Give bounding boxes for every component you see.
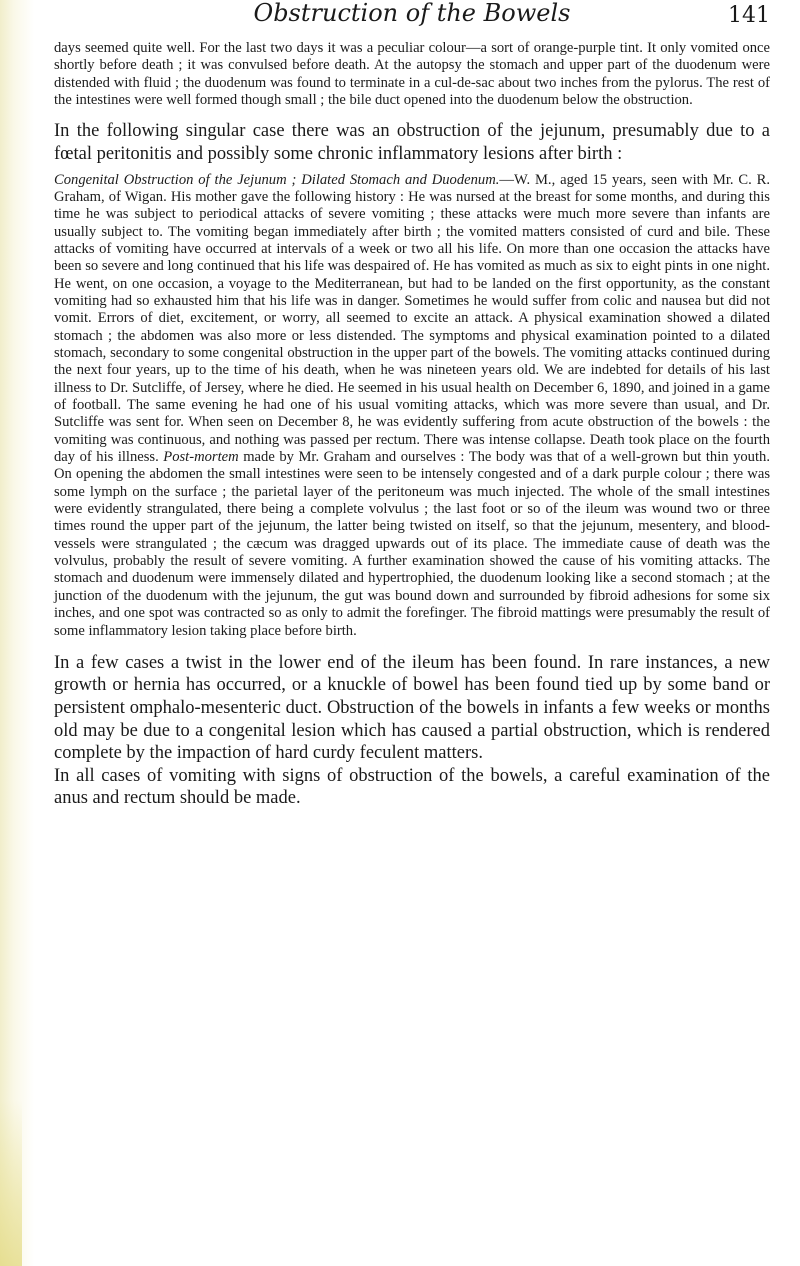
- running-title: Obstruction of the Bowels: [253, 0, 571, 27]
- page-header: [52, 0, 772, 30]
- case-history: —W. M., aged 15 years, seen with Mr. C. R. Graham, of Wigan. His mother gave the following history : He was nursed at the breast for some months, and during this time he was subject to periodical attacks of severe vomiting ; these attacks were much more severe than infants are usually subject to. The vomiting began immediately after birth ; the vomited matters consisted of curd and bile. These attacks of vomiting have occurred at intervals of a week or two all his life. On more than one occasion the attacks have been so severe and long continued that his life was despaired of. He has vomited as much as six to eight pints in one night. He went, on one occasion, a voyage to the Mediterranean, but had to be landed on the first opportunity, as the constant vomiting had so exhausted him that his life was in danger. Sometimes he would suffer from colic and nausea but did not vomit. Errors of diet, excitement, or worry, all seemed to excite an attack. A physical examination showed a dilated stomach ; the abdomen was also more or less distended. The symptoms and physical examination pointed to a dilated stomach, secondary to some congenital obstruction in the upper part of the bowels. The vomiting attacks continued during the next four years, up to the time of his death, when he was nineteen years old. We are indebted for details of his last illness to Dr. Sutcliffe, of Jersey, where he died. He seemed in his usual health on December 6, 1890, and joined in a game of football. The same evening he had one of his usual vomiting attacks, which was more severe than usual, and Dr. Sutcliffe was sent for. When seen on December 8, he was evidently suffering from acute obstruction of the bowels : the vomiting was continuous, and nothing was passed per rectum. There was intense collapse. Death took place on the fourth day of his illness.: [54, 171, 771, 466]
- paragraph-other-causes: In a few cases a twist in the lower end of the ileum has been found. In rare instances, a new growth or hernia has occurred, or a knuckle of bowel has been found tied up by some band or persistent omphalo-mesenteric duct. Obstruction of the bowels in infants a few weeks or months old may be due to a congenital lesion which has caused a partial obstruction, which is rendered complete by the impaction of hard curdy feculent matters.: [54, 652, 770, 764]
- post-mortem-label: Post-mortem: [163, 449, 239, 466]
- page-body: [54, 40, 770, 810]
- paragraph-case-continuation: days seemed quite well. For the last two days it was a peculiar colour—a sort of orange-purple tint. It only vomited once shortly before death ; it was convulsed before death. At the autopsy the stomach and upper part of the duodenum were distended with fluid ; the duodenum was found to terminate in a cul-de-sac about two inches from the pylorus. The rest of the intestines were well formed though small ; the bile duct opened into the duodenum below the obstruction.: [54, 40, 770, 109]
- page-number: 141: [728, 3, 770, 28]
- post-mortem-findings: made by Mr. Graham and ourselves : The body was that of a well-grown but thin youth. On opening the abdomen the small intestines were seen to be intensely congested and of a dark purple colour ; there was some lymph on the surface ; the parietal layer of the peritoneum was much injected. The whole of the small intestines were evidently strangulated, there being a complete volvulus ; the last foot or so of the ileum was wound two or three times round the upper part of the jejunum, the latter being twisted on itself, so that the jejunum, mesentery, and blood-vessels were strangulated ; the cæcum was dragged upwards out of its place. The immediate cause of death was the volvulus, probably the result of severe vomiting. A further examination showed the cause of his vomiting attacks. The stomach and duodenum were immensely dilated and hypertrophied, the duodenum looking like a second stomach ; at the junction of the duodenum with the jejunum, the gut was bound down and surrounded by fibroid adhesions for some six inches, and one spot was contracted so as only to admit the forefinger. The fibroid mattings were presumably the result of some inflammatory lesion taking place before birth.: [54, 449, 770, 639]
- paper-discoloration: [0, 1100, 22, 1266]
- paragraph-jejunum-intro: In the following singular case there was an obstruction of the jejunum, presumably due to a fœtal peritonitis and possibly some chronic inflammatory lesions after birth :: [54, 121, 770, 164]
- paragraph-examination-advice: In all cases of vomiting with signs of obstruction of the bowels, a careful examination of the anus and rectum should be made.: [54, 765, 770, 809]
- case-title: Congenital Obstruction of the Jejunum ; Dilated Stomach and Duodenum.: [54, 171, 500, 188]
- paragraph-case-report: [54, 172, 770, 640]
